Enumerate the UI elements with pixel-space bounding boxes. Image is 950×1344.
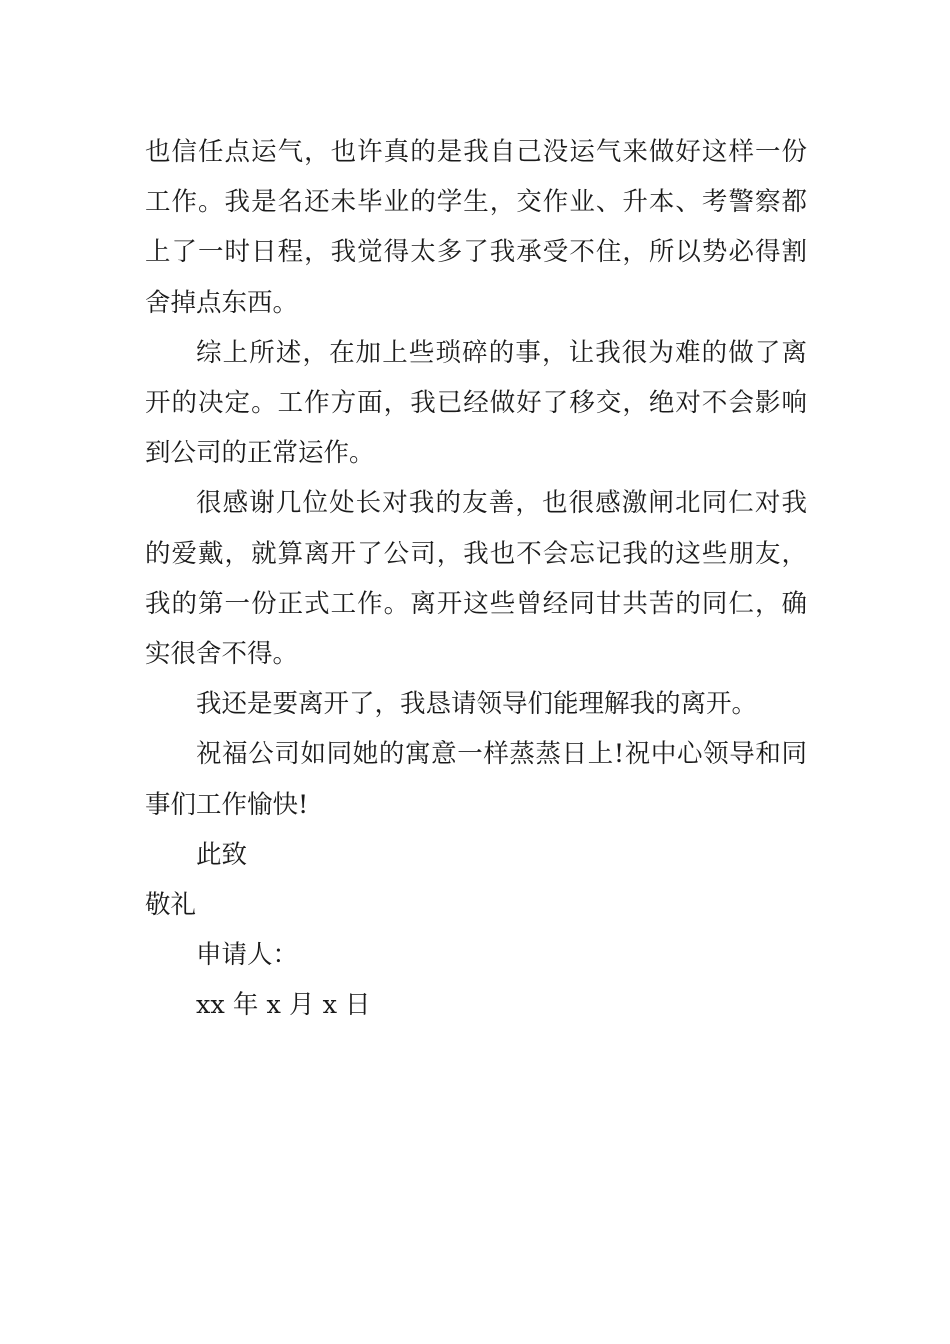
- paragraph-continuation: 也信任点运气，也许真的是我自己没运气来做好这样一份工作。我是名还未毕业的学生，交作业、升本、考警察都上了一时日程，我觉得太多了我承受不住，所以势必得割舍掉点东西。: [145, 137, 807, 318]
- date-line: xx 年 x 月 x 日: [196, 990, 371, 1021]
- paragraph-thanks: 很感谢几位处长对我的友善，也很感激闸北同仁对我的爱戴，就算离开了公司，我也不会忘记我的这些朋友，我的第一份正式工作。离开这些曾经同甘共苦的同仁，确实很舍不得。: [145, 488, 807, 670]
- paragraph-wishes: 祝福公司如同她的寓意一样蒸蒸日上!祝中心领导和同事们工作愉快!: [145, 739, 807, 820]
- paragraph-summary: 综上所述，在加上些琐碎的事，让我很为难的做了离开的决定。工作方面，我已经做好了移交，绝对不会影响到公司的正常运作。: [145, 337, 807, 469]
- document-body: [145, 127, 807, 1031]
- paragraph-request: 我还是要离开了，我恳请领导们能理解我的离开。: [196, 689, 758, 720]
- salute-line: 敬礼: [145, 890, 197, 921]
- closing-line: 此致: [196, 839, 248, 870]
- applicant-label: 申请人：: [196, 940, 299, 971]
